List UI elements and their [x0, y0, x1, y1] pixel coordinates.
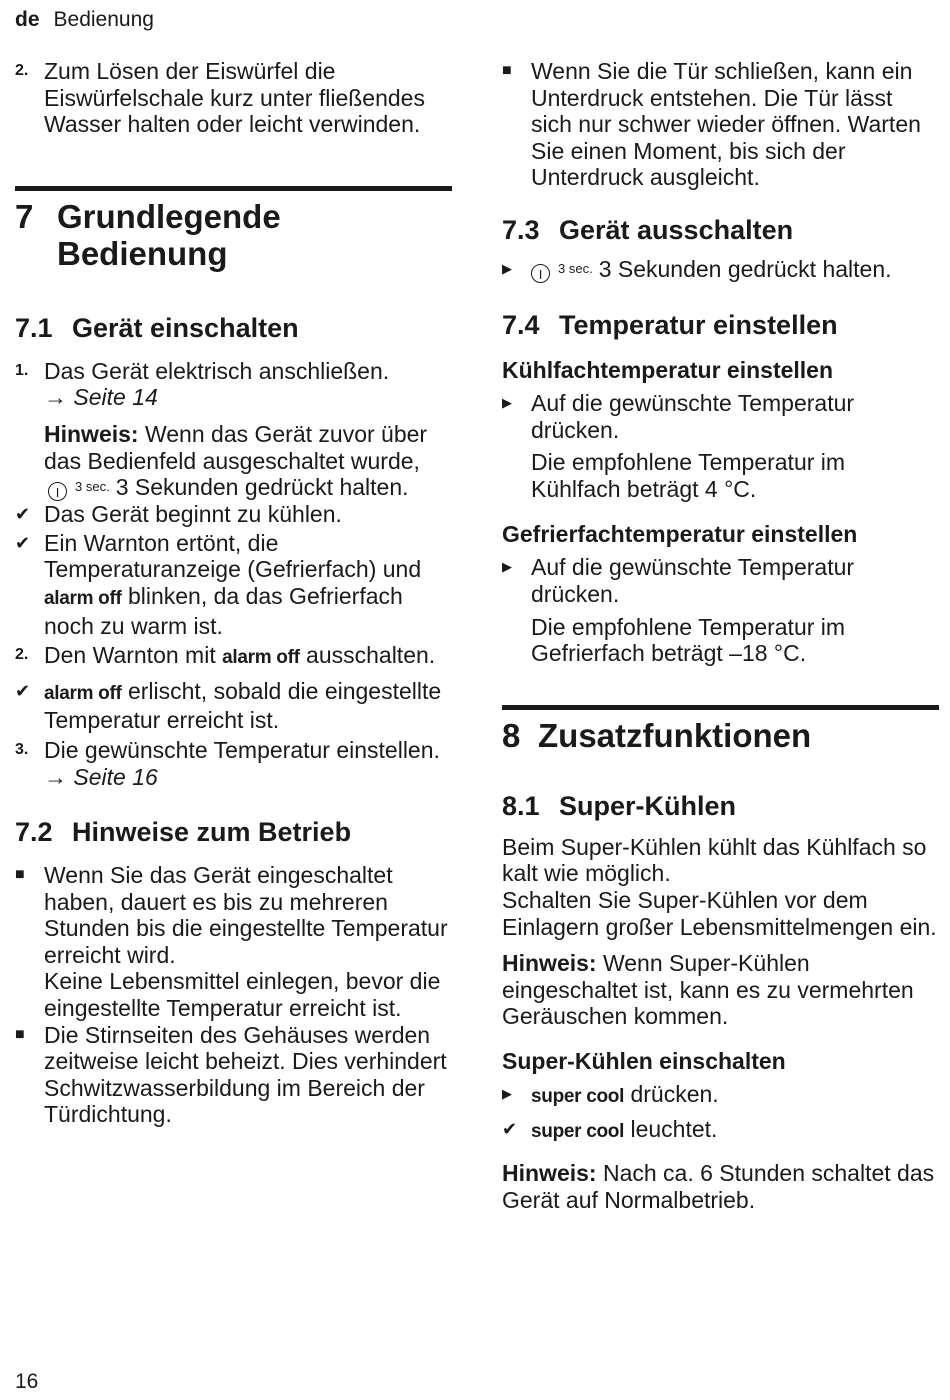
- left-column: [15, 58, 452, 1128]
- section-title: Zusatzfunktionen: [538, 716, 812, 754]
- result-text: Ein Warnton ertönt, die Temperaturanzeige (Gefrierfach) und: [44, 529, 422, 583]
- note-label: Hinweis:: [502, 1160, 597, 1187]
- note-label: Hinweis:: [44, 420, 139, 447]
- language-code: de: [15, 8, 40, 31]
- result-item: [15, 530, 452, 639]
- bullet-text: Wenn Sie das Gerät eingeschaltet haben, dauert es bis zu mehreren Stunden bis die eingestellte Temperatur erreicht wird.: [44, 862, 448, 968]
- bullet-item: [502, 58, 939, 191]
- note-paragraph: [15, 421, 452, 501]
- step-item: [15, 358, 452, 411]
- result-item: [15, 501, 452, 528]
- section-number: 7.1: [15, 312, 53, 343]
- step-number: 2.: [15, 62, 29, 79]
- section-number: 7.3: [502, 214, 540, 245]
- note-paragraph: [502, 1160, 939, 1213]
- super-cool-key: super cool: [531, 1085, 625, 1107]
- bullet-text-cont: Keine Lebensmittel einlegen, bevor die eingestellte Temperatur erreicht ist.: [44, 968, 441, 1022]
- section-7-2-heading: [15, 816, 452, 848]
- power-icon: I: [48, 482, 67, 501]
- section-number: 7: [15, 197, 34, 235]
- step-item: [15, 642, 452, 672]
- bullet-text: Wenn Sie die Tür schließen, kann ein Unterdruck entstehen. Die Tür lässt sich nur schwer wieder öffnen. Warten Sie einen Moment, bis sich der Unterdruck ausgleicht.: [531, 58, 921, 191]
- body-paragraph: Beim Super-Kühlen kühlt das Kühlfach so kalt wie möglich.: [502, 833, 927, 887]
- section-title-block: [57, 198, 281, 272]
- subheading-super-cool-on: Super-Kühlen einschalten: [502, 1047, 786, 1074]
- step-number: 1.: [15, 361, 29, 379]
- alarm-off-key: alarm off: [44, 682, 122, 704]
- section-title: Gerät ausschalten: [559, 214, 794, 245]
- note-text: Wenn Super-Kühlen eingeschaltet ist, kann es zu vermehrten Geräuschen kommen.: [502, 950, 914, 1030]
- step-item: [15, 58, 452, 138]
- result-text: erlischt, sobald die eingestellte Temperatur erreicht ist.: [44, 677, 442, 734]
- section-number: 7.4: [502, 309, 540, 340]
- info-paragraph: Die empfohlene Temperatur im Kühlfach beträgt 4 °C.: [531, 449, 846, 502]
- body-paragraph: Schalten Sie Super-Kühlen vor dem Einlagern großer Lebensmittelmengen ein.: [502, 886, 937, 940]
- action-arrow-icon: ▶: [502, 559, 512, 575]
- section-title: Hinweise zum Betrieb: [72, 817, 352, 848]
- seconds-label: 3 sec.: [558, 260, 593, 276]
- check-icon: ✔: [15, 532, 31, 553]
- result-item: [15, 678, 452, 734]
- note-paragraph: [502, 950, 939, 1030]
- result-text: Das Gerät beginnt zu kühlen.: [44, 501, 342, 528]
- page-reference: → Seite 14: [44, 384, 158, 411]
- action-text: Auf die gewünschte Temperatur drücken.: [531, 389, 855, 443]
- action-item: [502, 256, 939, 283]
- section-title-line1: Grundlegende: [57, 197, 281, 235]
- alarm-off-key: alarm off: [222, 647, 300, 669]
- section-8-heading: [502, 705, 939, 754]
- bullet-icon: ■: [502, 62, 512, 79]
- section-number: 7.2: [15, 817, 53, 848]
- step-text: Das Gerät elektrisch anschließen.: [44, 357, 390, 384]
- section-number: 8.1: [502, 790, 540, 821]
- section-7-3-heading: [502, 214, 939, 246]
- section-7-heading: [15, 186, 452, 272]
- bullet-item: [15, 1022, 452, 1128]
- note-text: Nach ca. 6 Stunden schaltet das Gerät auf Normalbetrieb.: [502, 1160, 935, 1213]
- note-text: Wenn das Gerät zuvor über das Bedienfeld ausgeschaltet wurde,: [44, 420, 428, 474]
- action-text: Auf die gewünschte Temperatur drücken.: [531, 554, 855, 607]
- result-text: leuchtet.: [630, 1116, 718, 1143]
- note-text-cont: 3 Sekunden gedrückt halten.: [115, 474, 409, 501]
- action-arrow-icon: ▶: [502, 394, 512, 410]
- seconds-label: 3 sec.: [75, 479, 110, 495]
- section-8-1-heading: [502, 790, 939, 822]
- bullet-item: [15, 862, 452, 1022]
- result-text-cont: blinken, da das Gefrierfach noch zu warm ist.: [44, 582, 403, 639]
- page-header: [15, 8, 154, 32]
- page-number: 16: [15, 1370, 39, 1393]
- action-text: drücken.: [630, 1080, 719, 1107]
- step-number: 3.: [15, 740, 29, 758]
- power-icon: I: [531, 264, 550, 283]
- right-column: [502, 58, 939, 1213]
- bullet-icon: ■: [15, 1025, 25, 1043]
- check-icon: ✔: [15, 680, 31, 701]
- action-arrow-icon: ▶: [502, 260, 512, 276]
- step-text-cont: ausschalten.: [306, 642, 436, 669]
- step-item: [15, 737, 452, 790]
- check-icon: ✔: [502, 1119, 518, 1140]
- check-icon: ✔: [15, 504, 31, 525]
- action-arrow-icon: ▶: [502, 1085, 512, 1101]
- note-label: Hinweis:: [502, 950, 597, 977]
- bullet-text: Die Stirnseiten des Gehäuses werden zeitweise leicht beheizt. Dies verhindert Schwitzwasserbildung im Bereich der Türdichtung.: [44, 1021, 447, 1128]
- action-text: 3 Sekunden gedrückt halten.: [598, 255, 892, 282]
- section-title: Temperatur einstellen: [559, 309, 838, 340]
- header-title: Bedienung: [53, 8, 154, 31]
- step-text: Zum Lösen der Eiswürfel die Eiswürfelschale kurz unter fließendes Wasser halten oder leicht verwinden.: [44, 58, 425, 138]
- step-text: Den Warnton mit: [44, 642, 216, 669]
- section-title: Gerät einschalten: [72, 312, 299, 343]
- page-reference: → Seite 16: [44, 763, 158, 790]
- subheading-cooling-temp: Kühlfachtemperatur einstellen: [502, 356, 834, 383]
- action-item: [502, 554, 939, 607]
- action-item: [502, 390, 939, 443]
- section-title-line2: Bedienung: [57, 234, 228, 272]
- result-item: [502, 1116, 939, 1146]
- subheading-freezer-temp: Gefrierfachtemperatur einstellen: [502, 521, 858, 548]
- alarm-off-key: alarm off: [44, 587, 122, 609]
- section-7-1-heading: [15, 312, 452, 344]
- section-title: Super-Kühlen: [559, 790, 737, 821]
- info-paragraph: Die empfohlene Temperatur im Gefrierfach beträgt –18 °C.: [531, 613, 846, 667]
- action-item: [502, 1081, 939, 1111]
- step-text: Die gewünschte Temperatur einstellen.: [44, 736, 440, 763]
- section-number: 8: [502, 716, 521, 754]
- section-7-4-heading: [502, 309, 939, 341]
- step-number: 2.: [15, 646, 29, 664]
- super-cool-key: super cool: [531, 1121, 625, 1143]
- bullet-icon: ■: [15, 866, 25, 884]
